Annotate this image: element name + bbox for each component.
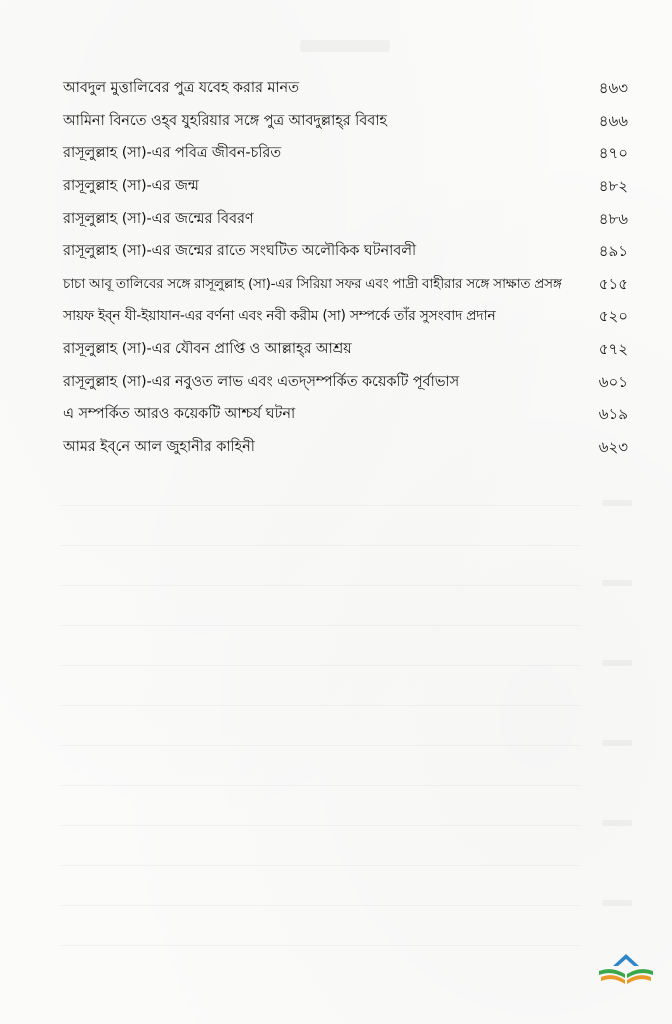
toc-entry[interactable] bbox=[63, 72, 628, 105]
toc-entry-page: ৫১৫ bbox=[598, 274, 628, 293]
open-book-logo-icon bbox=[595, 944, 657, 1000]
bleed-through-line bbox=[60, 705, 580, 706]
bleed-through-number bbox=[602, 900, 632, 906]
bleed-through-line bbox=[60, 785, 580, 786]
toc-entry[interactable] bbox=[63, 137, 628, 170]
toc-entry-title: আমিনা বিনতে ওহ্‌ব যুহরিয়ার সঙ্গে পুত্র আবদুল্লাহ্‌র বিবাহ bbox=[63, 112, 387, 129]
toc-entry[interactable] bbox=[63, 105, 628, 138]
toc-entry-title: রাসূলুল্লাহ (সা)-এর জন্মের বিবরণ bbox=[63, 210, 254, 227]
bleed-through-number bbox=[602, 660, 632, 666]
toc-entry-title: রাসূলুল্লাহ (সা)-এর যৌবন প্রাপ্তি ও আল্লাহ্‌র আশ্রয় bbox=[63, 341, 352, 358]
toc-entry-page: ৪৬৩ bbox=[598, 79, 628, 98]
bleed-through-number bbox=[602, 740, 632, 746]
bleed-through-number bbox=[602, 500, 632, 506]
bleed-through-line bbox=[60, 545, 580, 546]
bleed-through-line bbox=[60, 865, 580, 866]
toc-entry[interactable] bbox=[63, 365, 628, 398]
toc-entry[interactable] bbox=[63, 170, 628, 203]
toc-entry-title: রাসূলুল্লাহ (সা)-এর জন্মের রাতে সংঘটিত অলৌকিক ঘটনাবলী bbox=[63, 243, 417, 260]
bleed-through-line bbox=[60, 825, 580, 826]
toc-entry[interactable] bbox=[63, 398, 628, 431]
toc-entry-page: ৬২৩ bbox=[598, 437, 628, 456]
toc-entry-title: রাসূলুল্লাহ (সা)-এর পবিত্র জীবন-চরিত bbox=[63, 145, 282, 162]
toc-entry-page: ৬০১ bbox=[598, 372, 628, 391]
toc-entry[interactable] bbox=[63, 431, 628, 464]
bleed-through-line bbox=[60, 625, 580, 626]
toc-entry-page: ৫২০ bbox=[598, 307, 628, 326]
toc-entry-page: ৫৭২ bbox=[598, 340, 628, 359]
toc-entry-title: রাসূলুল্লাহ (সা)-এর জন্ম bbox=[63, 178, 199, 195]
toc-entry-page: ৬১৯ bbox=[598, 405, 628, 424]
bleed-through-line bbox=[60, 745, 580, 746]
toc-entry-page: ৪৬৬ bbox=[598, 111, 628, 130]
toc-entry-page: ৪৮২ bbox=[598, 177, 628, 196]
toc-entry-page: ৪৭০ bbox=[598, 144, 628, 163]
toc-entry-title: সায়ফ ইব্‌ন যী-ইয়াযান-এর বর্ণনা এবং নবী করীম (সা) সম্পর্কে তাঁর সুসংবাদ প্রদান bbox=[63, 308, 496, 325]
toc-entry-title: চাচা আবূ তালিবের সঙ্গে রাসূলুল্লাহ (সা)-এর সিরিয়া সফর এবং পাদ্রী বাহীরার সঙ্গে সাক্ষাত প্রসঙ্গ bbox=[63, 275, 562, 292]
toc-entry-page: ৪৮৬ bbox=[598, 209, 628, 228]
table-of-contents bbox=[63, 72, 628, 463]
toc-entry-title: এ সম্পর্কিত আরও কয়েকটি আশ্চর্য ঘটনা bbox=[63, 406, 296, 423]
toc-entry[interactable] bbox=[63, 235, 628, 268]
toc-entry-title: রাসূলুল্লাহ (সা)-এর নবুওত লাভ এবং এতদ্‌সম্পর্কিত কয়েকটি পূর্বাভাস bbox=[63, 373, 460, 390]
bleed-through-line bbox=[60, 665, 580, 666]
bleed-through-line bbox=[60, 905, 580, 906]
toc-entry-title: আমর ইব্‌নে আল জুহানীর কাহিনী bbox=[63, 438, 255, 455]
toc-entry[interactable] bbox=[63, 333, 628, 366]
toc-entry[interactable] bbox=[63, 202, 628, 235]
bleed-through-line bbox=[60, 945, 580, 946]
bleed-through-number bbox=[602, 580, 632, 586]
toc-entry-page: ৪৯১ bbox=[598, 242, 628, 261]
toc-entry[interactable] bbox=[63, 300, 628, 333]
bleed-through-line bbox=[60, 505, 580, 506]
bleed-through-heading bbox=[300, 40, 390, 52]
toc-entry[interactable] bbox=[63, 268, 628, 301]
bleed-through-line bbox=[60, 585, 580, 586]
bleed-through-number bbox=[602, 820, 632, 826]
toc-entry-title: আবদুল মুত্তালিবের পুত্র যবেহ করার মানত bbox=[63, 80, 299, 97]
